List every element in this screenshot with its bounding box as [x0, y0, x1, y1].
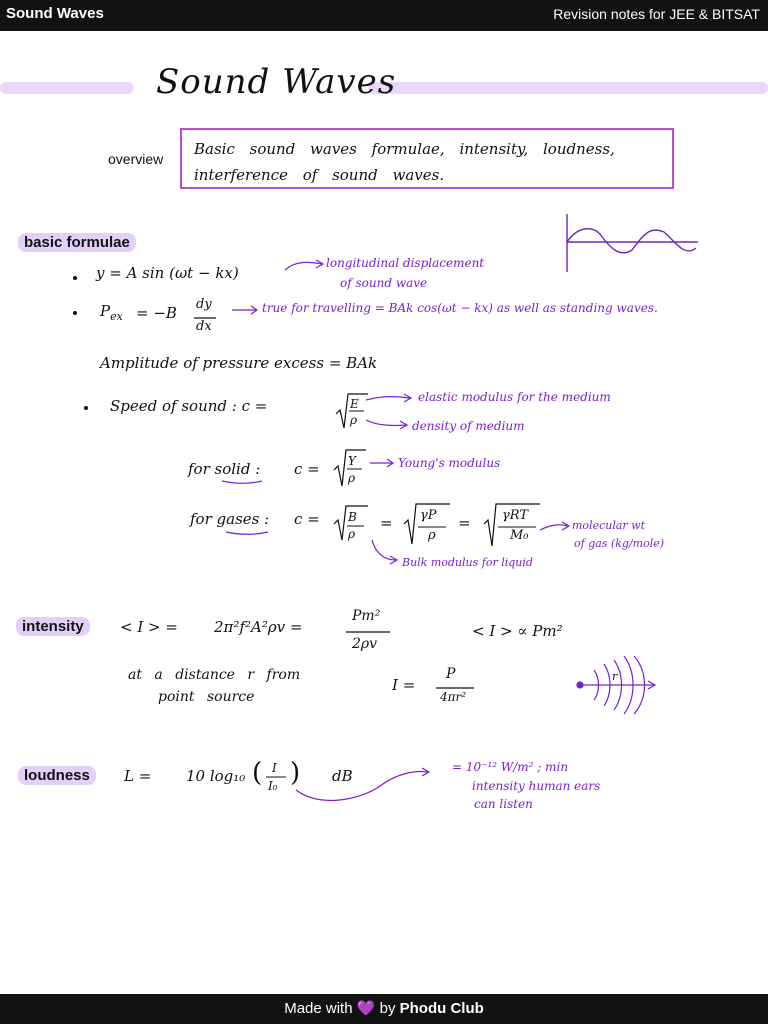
loudness-denominator: I₀ — [268, 779, 278, 793]
header-title: Sound Waves — [6, 5, 104, 22]
solid-numerator: Y — [348, 454, 356, 468]
loudness-unit: dB — [332, 767, 353, 785]
loudness-note-3: can listen — [474, 797, 533, 811]
pressure-dx: dx — [196, 319, 212, 334]
pressure-eq-mid: = −B — [136, 304, 177, 322]
gas-note-1: molecular wt — [572, 519, 645, 532]
gas-numerator-3: γRT — [502, 508, 528, 523]
intensity-numerator: Pm² — [352, 608, 381, 624]
gas-denominator-3: M₀ — [510, 528, 529, 543]
bullet — [73, 276, 77, 280]
solid-note: Young's modulus — [398, 456, 501, 470]
point-source-eq-lhs: I = — [392, 676, 416, 694]
basic-formulae-heading: basic formulae — [18, 233, 136, 252]
point-source-numerator: P — [446, 666, 456, 682]
distance-line-1: at a distance r from — [128, 667, 301, 683]
footer-by: by — [379, 1000, 396, 1017]
gas-denominator-1: ρ — [348, 527, 356, 541]
solid-label: for solid : — [188, 460, 261, 478]
wave-diagram — [567, 214, 698, 272]
footer-bar — [0, 994, 768, 1024]
displacement-equation: y = A sin (ωt − kx) — [96, 264, 239, 282]
point-source-denominator: 4πr² — [440, 690, 467, 704]
gas-note-2: of gas (kg/mole) — [574, 537, 665, 550]
speed-label: Speed of sound : c = — [110, 397, 268, 415]
speed-denominator: ρ — [350, 413, 358, 427]
intensity-denominator: 2ρv — [352, 636, 378, 652]
intensity-heading: intensity — [16, 617, 90, 636]
loudness-lhs: L = — [124, 767, 152, 785]
point-source-diagram — [577, 656, 655, 714]
loudness-note-1: = 10⁻¹² W/m² ; min — [452, 760, 569, 774]
loudness-close-paren: ) — [290, 758, 301, 788]
loudness-log: 10 log₁₀ — [186, 767, 246, 785]
speed-note-2: density of medium — [412, 419, 525, 433]
speed-numerator: E — [350, 397, 359, 411]
overview-text: Basic sound waves formulae, intensity, loudness, interference of sound waves. — [194, 140, 615, 184]
title-band-right — [368, 82, 768, 94]
pressure-dy: dy — [196, 297, 212, 312]
solid-denominator: ρ — [348, 471, 356, 485]
displacement-note-1: longitudinal displacement — [326, 256, 485, 270]
pressure-eq-lhs — [100, 302, 123, 323]
amplitude-line: Amplitude of pressure excess = BAk — [100, 354, 378, 372]
intensity-proportional: < I > ∝ Pm² — [472, 622, 563, 640]
gas-equals-1: = — [380, 514, 393, 532]
pressure-subscript: ex — [110, 310, 123, 323]
gas-label: for gases : — [190, 510, 270, 528]
distance-line-2: point source — [158, 689, 255, 705]
header-subtitle: Revision notes for JEE & BITSAT — [553, 6, 760, 22]
bullet — [73, 311, 77, 315]
bullet — [84, 406, 88, 410]
footer-brand: Phodu Club — [399, 1000, 484, 1017]
loudness-open-paren: ( — [252, 758, 263, 788]
gas-note-3: Bulk modulus for liquid — [402, 556, 533, 569]
footer-prefix: Made with — [284, 1000, 353, 1017]
solid-eq: c = — [294, 460, 320, 478]
loudness-note-2: intensity human ears — [472, 779, 601, 793]
intensity-mid: 2π²f²A²ρv = — [214, 618, 303, 636]
displacement-note-2: of sound wave — [340, 276, 428, 290]
heart-icon: 💜 — [356, 1000, 376, 1017]
pressure-symbol: P — [100, 302, 111, 320]
intensity-lhs: < I > = — [120, 618, 178, 636]
arrow — [285, 262, 322, 270]
overview-box — [180, 128, 674, 189]
gas-eq: c = — [294, 510, 320, 528]
pressure-note: true for travelling = BAk cos(ωt − kx) as well as standing waves. — [262, 301, 658, 315]
top-bar — [0, 0, 768, 31]
gas-numerator-1: B — [348, 510, 357, 524]
title-band-left — [0, 82, 134, 94]
loudness-numerator: I — [272, 761, 277, 775]
gas-numerator-2: γP — [420, 508, 437, 523]
overview-label: overview — [108, 151, 164, 167]
gas-equals-2: = — [458, 514, 471, 532]
diagram-r-label: r — [612, 670, 618, 683]
gas-denominator-2: ρ — [428, 528, 436, 543]
loudness-heading: loudness — [18, 766, 96, 785]
speed-note-1: elastic modulus for the medium — [418, 390, 611, 404]
page-title: Sound Waves — [156, 62, 397, 102]
